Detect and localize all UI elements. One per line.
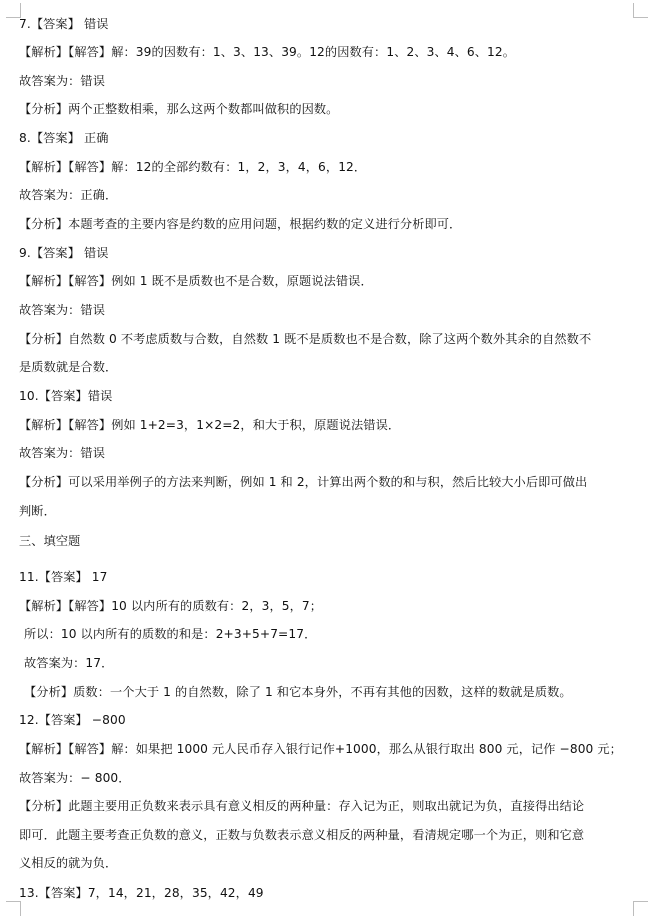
explanation-10: 【解析】【解答】例如 1+2=3，1×2=2，和大于积，原题说法错误． <box>19 418 401 432</box>
conclusion-7: 故答案为：错误 <box>19 74 106 88</box>
analysis-11: 【分析】质数：一个大于 1 的自然数，除了 1 和它本身外，不再有其他的因数，这样的数就是质数。 <box>24 685 572 699</box>
analysis-12-cont1: 即可．此题主要考查正负数的意义，正数与负数表示意义相反的两种量，看清规定哪一个为正，则和它意 <box>19 828 585 842</box>
analysis-9-cont: 是质数就是合数． <box>19 360 118 374</box>
analysis-12: 【分析】此题主要用正负数来表示具有意义相反的两种量：存入记为正，则取出就记为负，直接得出结论 <box>19 799 585 813</box>
explanation-7: 【解析】【解答】解：39的因数有：1、3、13、39。12的因数有：1、2、3、4、6、12。 <box>19 45 516 59</box>
section-heading-fill-in: 三、填空题 <box>19 534 81 548</box>
conclusion-8: 故答案为：正确． <box>19 188 118 202</box>
answer-9: 9.【答案】 错误 <box>19 246 109 260</box>
crop-mark-top-right <box>633 3 648 18</box>
analysis-9: 【分析】自然数 0 不考虑质数与合数，自然数 1 既不是质数也不是合数，除了这两个数外其余的自然数不 <box>19 332 592 346</box>
answer-10: 10.【答案】错误 <box>19 389 113 403</box>
conclusion-9: 故答案为：错误 <box>19 303 106 317</box>
analysis-12-cont2: 义相反的就为负． <box>19 856 118 870</box>
explanation-9: 【解析】【解答】例如 1 既不是质数也不是合数，原题说法错误． <box>19 274 373 288</box>
analysis-8: 【分析】本题考查的主要内容是约数的应用问题，根据约数的定义进行分析即可． <box>19 217 462 231</box>
analysis-10-cont: 判断． <box>19 504 56 518</box>
conclusion-10: 故答案为：错误 <box>19 446 106 460</box>
answer-12: 12.【答案】 −800 <box>19 713 126 727</box>
explanation-8: 【解析】【解答】解：12的全部约数有：1，2，3，4，6，12． <box>19 160 367 174</box>
conclusion-11: 故答案为：17． <box>24 656 114 670</box>
explanation-11: 【解析】【解答】10 以内所有的质数有：2，3，5，7； <box>19 599 323 613</box>
conclusion-12: 故答案为：− 800． <box>19 771 131 785</box>
explanation-12: 【解析】【解答】解：如果把 1000 元人民币存入银行记作+1000，那么从银行取出 800 元，记作 −800 元； <box>19 742 622 756</box>
crop-mark-bottom-right <box>633 901 648 916</box>
analysis-7: 【分析】两个正整数相乘，那么这两个数都叫做积的因数。 <box>19 102 339 116</box>
answer-11: 11.【答案】 17 <box>19 570 108 584</box>
answer-8: 8.【答案】 正确 <box>19 131 109 145</box>
analysis-10: 【分析】可以采用举例子的方法来判断，例如 1 和 2，计算出两个数的和与积，然后比较大小后即可做出 <box>19 475 588 489</box>
answer-13: 13.【答案】7，14，21，28，35，42，49 <box>19 886 264 900</box>
crop-mark-bottom-left <box>6 901 21 916</box>
answer-7: 7.【答案】 错误 <box>19 17 109 31</box>
explanation-11-cont: 所以：10 以内所有的质数的和是：2+3+5+7=17． <box>24 627 317 641</box>
